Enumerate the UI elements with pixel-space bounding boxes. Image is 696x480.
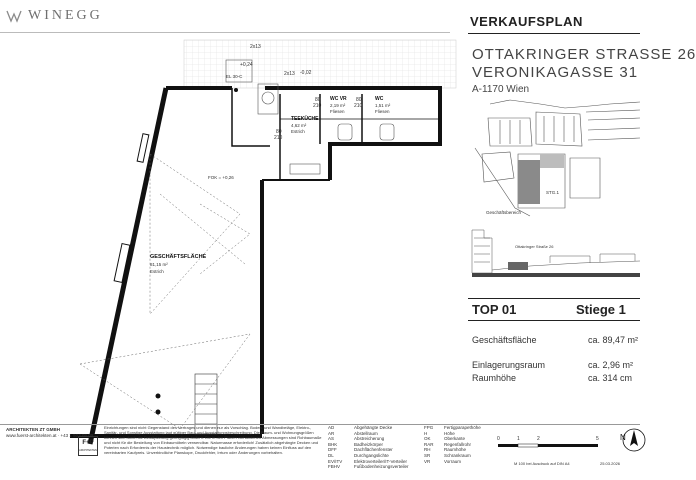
north-arrow-icon — [614, 426, 640, 456]
abbr-value: Schrankraum — [444, 452, 471, 458]
abbr-value: Elektroverteiler/IT-Verteiler — [354, 458, 408, 464]
scale-tick: 1 — [517, 436, 520, 442]
key-plan — [470, 98, 640, 288]
abbr-value: Vorraum — [444, 458, 462, 464]
north-label: N — [620, 433, 626, 442]
door-width: 80 — [315, 97, 321, 103]
room-floor: Fliesen — [375, 109, 390, 114]
abbr-value: Fertigparapethöhe — [444, 425, 481, 430]
address-street2: VERONIKAGASSE 31 — [472, 64, 639, 81]
door-width: 80 — [356, 97, 362, 103]
abbr-value: Abgehängte Decke — [354, 425, 393, 430]
abbr-key: AD — [328, 425, 335, 430]
abbr-value: Abstellraum — [354, 430, 378, 436]
abbr-value: Oberkante — [444, 436, 466, 442]
level-marker: -0,02 — [300, 70, 312, 76]
title-rule — [468, 33, 640, 34]
abbreviation-list — [424, 425, 481, 464]
unit-rule — [468, 298, 640, 299]
abbr-value: Dachflächenfenster — [354, 447, 393, 453]
scale-tick: 2 — [537, 436, 540, 442]
dim-label: 2x13 — [250, 44, 261, 50]
room-floor: Estrich — [291, 129, 305, 134]
room-floor: Fliesen — [330, 109, 345, 114]
fp-logo-mark: F+P — [82, 440, 94, 446]
plan-date: 25.03.2026 — [600, 461, 621, 466]
terrace-area — [184, 40, 456, 88]
abbr-key: AS — [328, 436, 335, 442]
abbr-value: Höhe — [444, 430, 455, 436]
floor-plan — [0, 34, 470, 424]
scale-tick: 5 — [596, 436, 599, 442]
key-plan-highlight — [518, 160, 540, 204]
abbr-key: VR — [424, 458, 431, 464]
architect-contact: www.fuerst-architekten.at · +43 1 503 09 09 — [6, 433, 94, 438]
logo-mark-icon — [6, 8, 22, 24]
unit-row-value: ca. 314 cm — [588, 373, 633, 383]
abbr-value: Durchgangslichte — [354, 452, 389, 458]
room-name: TEEKÜCHE — [291, 116, 319, 122]
abbr-key: EV/ITV — [328, 458, 343, 464]
door-height: 210 — [274, 135, 283, 141]
abbr-value: Raumhöhe — [444, 447, 467, 453]
key-plan-stg: STG.1 — [546, 190, 560, 195]
fp-logo-sub: ARCHITEKTEN — [79, 449, 97, 452]
abbreviation-list — [328, 425, 409, 470]
fp-logo — [78, 436, 98, 456]
level-marker: +0,24 — [240, 62, 253, 68]
door-height: 210 — [354, 103, 363, 109]
unit-row-label: Raumhöhe — [472, 373, 517, 383]
unit-row-value: ca. 2,96 m² — [588, 360, 634, 370]
scale-tick: 0 — [497, 436, 500, 442]
door-height: 210 — [313, 103, 322, 109]
dim-label: 2x13 — [284, 71, 295, 77]
room-area: 4,62 m² — [291, 123, 307, 128]
door-rating: EL 30-C — [226, 74, 243, 79]
abbr-key: FBHV — [328, 464, 341, 470]
room-area: 81,15 m² — [150, 262, 168, 267]
abbr-key: H — [424, 430, 428, 436]
address-street1: OTTAKRINGER STRASSE 26 — [472, 46, 696, 63]
abbr-key: BHK — [328, 441, 338, 447]
room-name: WC VR — [330, 96, 347, 102]
room-floor: Estrich — [150, 269, 164, 274]
header-rule — [0, 32, 450, 33]
room-name: GESCHÄFTSFLÄCHE — [150, 254, 207, 260]
page-title: VERKAUFSPLAN — [470, 14, 583, 29]
fok-marker: FOK = +0,26 — [208, 175, 234, 180]
abbr-key: RAR — [424, 441, 434, 447]
address-city: A-1170 Wien — [472, 84, 530, 95]
abbr-key: FPG — [424, 425, 434, 430]
unit-rule-2 — [468, 320, 640, 321]
abbr-value: Abstreicherung — [354, 436, 385, 442]
abbr-key: AR — [328, 430, 335, 436]
abbr-key: SR — [424, 452, 431, 458]
unit-top: TOP 01 — [472, 302, 517, 317]
room-area: 1,51 m² — [375, 103, 391, 108]
abbr-key: DFF — [328, 447, 337, 453]
key-plan-section: Geschäftsbereich — [486, 210, 522, 215]
brand-name: WINEGG — [28, 8, 103, 23]
abbr-value: Fußbodenheizungsverteiler — [354, 464, 409, 470]
abbr-key: OK — [424, 436, 431, 442]
unit-row-label: Geschäftsfläche — [472, 335, 537, 345]
abbr-value: Regenfallrohr — [444, 441, 472, 447]
brand-logo — [6, 8, 103, 24]
unit-stiege: Stiege 1 — [576, 302, 626, 317]
abbr-key: RH — [424, 447, 431, 453]
room-name: WC — [375, 96, 384, 102]
door-width: 80 — [276, 129, 282, 135]
abbr-key: DL — [328, 452, 334, 458]
unit-row-value: ca. 89,47 m² — [588, 335, 639, 345]
room-area: 2,19 m² — [330, 103, 346, 108]
unit-row-label: Einlagerungsraum — [472, 360, 546, 370]
abbr-value: Badheizkörper — [354, 441, 384, 447]
scale-note: M 100 bei Ausdruck auf DIN A4 — [514, 461, 570, 466]
key-plan-street: Ottakringer Straße 26 — [515, 244, 554, 249]
architect-name: ARCHITEKTEN ZT GMBH — [6, 427, 60, 432]
disclaimer-text: Einrichtungen sind nicht Gegenstand des Vertrages und dienen nur als Vorschlag. Boden- und Wandbeläge, Elektro-, Sanitär- und Sonstige Ausstattung laut gültiger Bau- und Ausstattungsbeschreibung. Die Raum- und Wohnungsgrößen können sich durch die Detailplanung geringfügig ändern. Die in den Plänen vorhandenen Abmessungen sind Rohbaumaße und nicht für die Bestellung von Einbaumöbeln verwendbar. Naturmasse erforderlich! Zusätzlich abgehängte Decken und Poterien nach Erfordernis der Haustechnik möglich. Notwendige bauliche Änderungen haben keinen Einfluss auf den vereinbarten Kaufpreis. Unverbindliche Planskope, Druckfehler, Irrtum oder Änderungen vorbehalten. — [104, 425, 322, 455]
